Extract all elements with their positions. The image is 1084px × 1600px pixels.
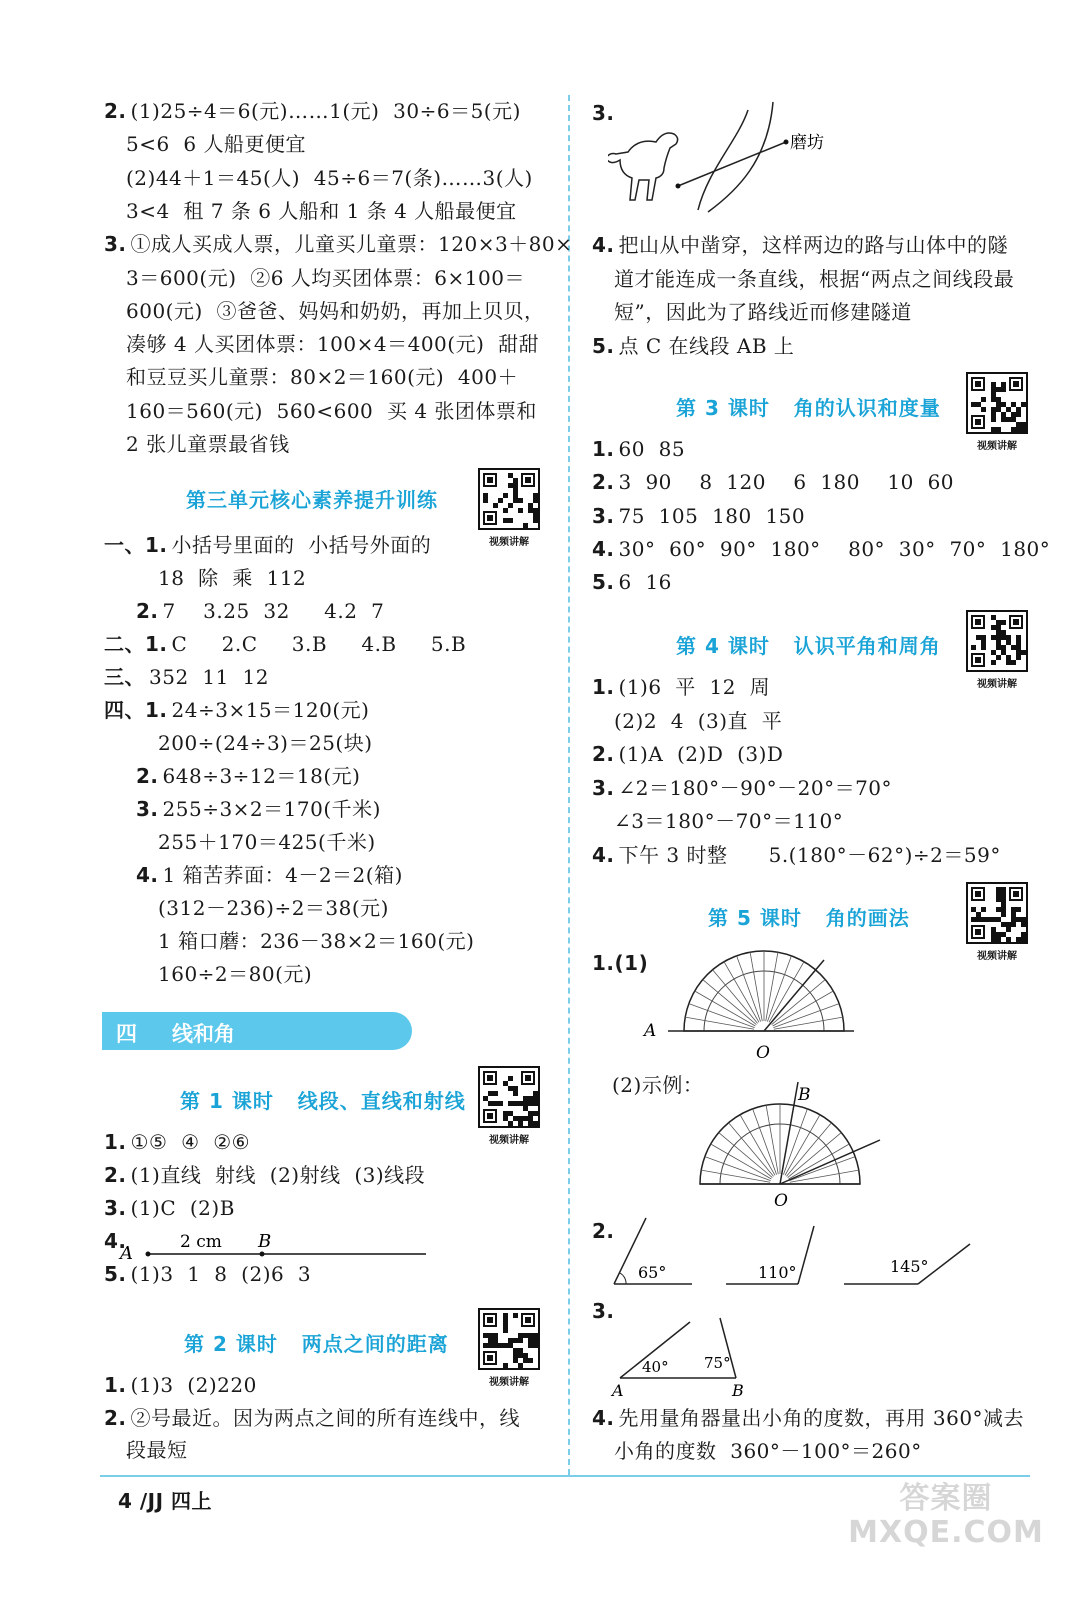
segment-figure: [118, 1230, 438, 1266]
answer-line: [104, 1405, 520, 1431]
answer-text: 先用量角器量出小角的度数，再用 360°减去: [618, 1406, 1025, 1430]
page-footer: 4 /JJ 四上: [118, 1489, 213, 1513]
angle-b-label: 75°: [704, 1354, 731, 1372]
angle3-label: 145°: [890, 1257, 929, 1276]
segment-length: 2 cm: [180, 1232, 222, 1252]
answer-line: [614, 808, 843, 834]
answer-line: [104, 1162, 425, 1188]
point-b: [260, 1252, 265, 1257]
lesson4-title: 第 4 课时 认识平角和周角: [676, 634, 941, 658]
answer-line: [158, 565, 306, 591]
answer-line: [104, 631, 466, 657]
answer-line: [592, 232, 1008, 258]
answer-number: 2.: [592, 742, 615, 766]
answer-text: 小角的度数 360°－100°＝260°: [614, 1439, 922, 1463]
answer-text: 把山从中凿穿，这样两边的路与山体中的隧: [618, 233, 1009, 257]
answer-text: 255÷3×2＝170(千米): [162, 797, 381, 821]
answer-number: 3.: [592, 503, 615, 528]
answer-line: [126, 1437, 188, 1463]
answer-text: 255＋170＝425(千米): [158, 830, 376, 854]
mill-label: 磨坊: [790, 133, 824, 153]
answer-text: 7 3.25 32 4.2 7: [162, 599, 385, 623]
answer-line: [592, 436, 685, 462]
qr-code-icon: [966, 882, 1028, 944]
answer-line: [592, 333, 794, 359]
answer-text: ①⑤ ④ ②⑥: [130, 1130, 251, 1154]
answer-number: 2.: [592, 470, 615, 495]
qr-code-lesson1[interactable]: [478, 1066, 540, 1146]
watermark-text: 答案圈 MXQE.COM: [848, 1481, 1044, 1550]
footer-rule: [100, 1475, 1030, 1477]
answer-line: [136, 796, 381, 822]
answer-line: [614, 266, 1014, 292]
answer-number: 一、1.: [104, 533, 168, 557]
answer-number: 5.: [592, 570, 615, 595]
answer-line: [136, 763, 360, 789]
answer-number: 二、1.: [104, 632, 168, 656]
protractor-tick: [737, 956, 761, 1022]
qr-caption: 视频讲解: [977, 951, 1017, 962]
answer-text: 短”，因此为了路线近而修建隧道: [614, 300, 912, 324]
angle2-ray: [798, 1226, 814, 1284]
answer-line: [614, 299, 912, 325]
unit3-title: 第三单元核心素养提升训练: [186, 488, 438, 512]
answer-number: 4.: [592, 536, 615, 561]
answer-text: 200÷(24÷3)＝25(块): [158, 731, 373, 755]
answer-number: 3.: [136, 797, 159, 821]
answer-number: 三、: [104, 665, 145, 689]
point-a-label: A: [644, 1021, 657, 1041]
angles-figure: [608, 1210, 978, 1290]
answer-line: [104, 1129, 250, 1155]
answer-text: 600(元) ③爸爸、妈妈和奶奶，再加上贝贝，: [126, 298, 545, 323]
answer-text: (1)C (2)B: [130, 1196, 235, 1220]
answer-line: [592, 1405, 1024, 1431]
qr-caption: 视频讲解: [977, 679, 1017, 690]
answer-text: 160÷2＝80(元): [158, 962, 313, 986]
protractor-figure-2: [690, 1074, 900, 1214]
triangle-figure: [608, 1316, 758, 1400]
answer-line: [592, 741, 783, 767]
answer-number: 3.: [104, 1196, 127, 1220]
answer-line: [158, 730, 373, 756]
answer-line: [126, 298, 545, 324]
start-point: [676, 184, 681, 189]
answer-line: [104, 231, 572, 257]
answer-number: 1.: [592, 437, 615, 461]
answer-line: [126, 265, 525, 291]
protractor-rays: [684, 951, 844, 1031]
answer-line: [126, 165, 533, 191]
watermark: [846, 1482, 1046, 1550]
lesson3-title: 第 3 课时 角的认识和度量: [676, 396, 941, 420]
answer-text: 和豆豆买儿童票：80×2＝160(元) 400＋: [126, 365, 519, 390]
answer-number: 3.: [104, 232, 127, 257]
answer-text: 点 C 在线段 AB 上: [618, 333, 795, 358]
qr-code-icon: [966, 372, 1028, 434]
answer-number: 1.: [104, 1373, 127, 1397]
mill-figure: [608, 100, 848, 220]
answer-text: 24÷3×15＝120(元): [171, 698, 370, 722]
answer-text: 6 16: [618, 570, 672, 595]
answer-line: [126, 331, 539, 357]
point-a-label: A: [612, 1381, 624, 1400]
answer-line: [158, 928, 474, 954]
answer-line: [126, 398, 537, 424]
point-a-label: A: [120, 1243, 133, 1264]
answer-text: (1)25÷4＝6(元)……1(元) 30÷6＝5(元): [130, 99, 521, 123]
protractor-tick: [689, 1004, 755, 1028]
answer-line: [592, 775, 892, 801]
qr-code-lesson4[interactable]: [966, 610, 1028, 690]
answer-text: (1)直线 射线 (2)射线 (3)线段: [130, 1163, 426, 1187]
column-divider: [568, 95, 570, 1475]
q3-number: 3.: [592, 101, 615, 125]
answer-number: 2.: [104, 99, 127, 123]
answer-line: [104, 1372, 257, 1398]
answer-line: [592, 503, 805, 529]
q2-number: 2.: [592, 1219, 615, 1243]
answer-number: 2.: [136, 599, 159, 623]
answer-number: 4.: [136, 863, 159, 887]
answer-text: 道才能连成一条直线，根据“两点之间线段最: [614, 266, 1015, 291]
chapter-number: 四: [116, 1022, 137, 1046]
answer-line: [104, 1195, 235, 1221]
answer-text: (1)A (2)D (3)D: [618, 742, 784, 766]
answer-text: 60 85: [618, 437, 686, 461]
q3b-number: 3.: [592, 1299, 615, 1323]
answer-number: 1.: [592, 675, 615, 699]
answer-text: ①成人买成人票，儿童买儿童票：120×3＋80×: [130, 232, 573, 257]
answer-number: 1.: [104, 1130, 127, 1154]
answer-number: 5.: [592, 333, 615, 358]
lesson5-title: 第 5 课时 角的画法: [708, 906, 910, 930]
answer-text: 5<6 6 人船更便宜: [126, 132, 307, 157]
answer-line: [126, 198, 517, 224]
answer-line: [614, 1438, 922, 1464]
answer-line: [136, 862, 403, 888]
answer-text: ②号最近。因为两点之间的所有连线中，线: [130, 1405, 521, 1430]
answer-line: [104, 664, 269, 690]
qr-code-icon: [478, 468, 540, 530]
answer-line: [158, 895, 389, 921]
answer-text: 3 90 8 120 6 180 10 60: [618, 470, 955, 495]
answer-text: (1)3 1 8 (2)6 3: [130, 1262, 312, 1286]
answer-line: [126, 364, 518, 390]
protractor-rays: [700, 1104, 860, 1184]
qr-code-icon: [966, 610, 1028, 672]
protractor-tick: [705, 1157, 771, 1181]
protractor-tick: [789, 1157, 855, 1181]
answer-text: 1 箱苦荞面：4－2＝2(箱): [162, 863, 403, 887]
answer-line: [592, 469, 954, 495]
tunnel-line: [678, 142, 786, 186]
answer-text: ∠2＝180°－90°－20°＝70°: [618, 775, 893, 800]
answer-text: 30° 60° 90° 180° 80° 30° 70° 180°: [618, 536, 1051, 561]
answer-line: [158, 829, 376, 855]
answer-text: 160＝560(元) 560<600 买 4 张团体票和: [126, 398, 537, 423]
mill-point: [784, 140, 789, 145]
lesson1-title: 第 1 课时 线段、直线和射线: [180, 1089, 466, 1113]
answer-text: 3<4 租 7 条 6 人船和 1 条 4 人船最便宜: [126, 198, 517, 223]
answer-text: 3＝600(元) ②6 人均买团体票：6×100＝: [126, 265, 525, 290]
qr-code-unit3[interactable]: [478, 468, 540, 548]
qr-code-icon: [478, 1308, 540, 1370]
answer-line: [614, 708, 782, 734]
protractor-tick: [753, 1109, 777, 1175]
answer-text: C 2.C 3.B 4.B 5.B: [171, 632, 467, 656]
point-o-label: O: [774, 1191, 788, 1211]
qr-code-lesson5[interactable]: [966, 882, 1028, 962]
answer-number: 四、1.: [104, 698, 168, 722]
answer-text: 75 105 180 150: [618, 503, 806, 528]
angle1-arc: [620, 1273, 626, 1284]
qr-code-lesson2[interactable]: [478, 1308, 540, 1388]
qr-caption: 视频讲解: [489, 1135, 529, 1146]
angle1-label: 65°: [638, 1263, 667, 1282]
l5-q1b-label: (2)示例：: [612, 1073, 704, 1097]
answer-line: [592, 536, 1050, 562]
answer-line: [104, 532, 431, 558]
answer-text: 648÷3÷12＝18(元): [162, 764, 361, 788]
qr-caption: 视频讲解: [489, 537, 529, 548]
answer-number: 3.: [592, 775, 615, 800]
qr-caption: 视频讲解: [489, 1377, 529, 1388]
answer-line: [158, 961, 312, 987]
answer-text: (2)2 4 (3)直 平: [614, 708, 783, 733]
qr-caption: 视频讲解: [977, 441, 1017, 452]
angle-ray-2: [780, 1140, 880, 1184]
answer-line: [104, 697, 369, 723]
protractor-figure-1: [640, 946, 860, 1066]
angle-a-label: 40°: [642, 1358, 669, 1376]
point-b-label: B: [732, 1381, 744, 1400]
point-b-label: B: [798, 1085, 811, 1105]
answer-text: 段最短: [126, 1438, 188, 1462]
answer-number: 4.: [592, 233, 615, 257]
answer-text: 1 箱口蘑：236－38×2＝160(元): [158, 929, 475, 953]
answer-number: 2.: [136, 764, 159, 788]
answer-text: (312－236)÷2＝38(元): [158, 896, 389, 920]
answer-line: [592, 842, 1001, 868]
qr-code-lesson3[interactable]: [966, 372, 1028, 452]
answer-text: (1)6 平 12 周: [618, 675, 771, 699]
answer-text: (2)44＋1＝45(人) 45÷6＝7(条)……3(人): [126, 165, 533, 190]
answer-text: 18 除 乘 112: [158, 566, 307, 590]
answer-line: [136, 598, 384, 624]
answer-text: 352 11 12: [149, 665, 270, 689]
answer-line: [104, 98, 521, 124]
answer-line: [592, 569, 672, 595]
answer-number: 5.: [104, 1262, 127, 1286]
answer-line: [126, 131, 306, 157]
answer-number: 2.: [104, 1405, 127, 1430]
l5-q1-label: 1.(1): [592, 951, 649, 975]
answer-text: 下午 3 时整 5.(180°－62°)÷2＝59°: [618, 842, 1001, 867]
qr-code-icon: [478, 1066, 540, 1128]
chapter-title: 线和角: [172, 1022, 235, 1046]
angle2-label: 110°: [758, 1263, 797, 1282]
point-o-label: O: [756, 1043, 770, 1063]
point-b-label: B: [258, 1231, 272, 1252]
answer-text: 小括号里面的 小括号外面的: [171, 533, 432, 557]
chapter-banner: [102, 1012, 412, 1050]
horse-icon: [608, 133, 678, 200]
answer-number: 4.: [592, 842, 615, 867]
answer-text: 2 张儿童票最省钱: [126, 432, 290, 456]
answer-text: (1)3 (2)220: [130, 1373, 257, 1397]
answer-line: [126, 431, 290, 457]
answer-text: ∠3＝180°－70°＝110°: [614, 809, 844, 833]
answer-number: 4.: [592, 1406, 615, 1430]
answer-line: [592, 674, 770, 700]
lesson2-title: 第 2 课时 两点之间的距离: [184, 1332, 449, 1356]
mountain-right-edge: [708, 102, 773, 212]
answer-number: 4.: [104, 1229, 127, 1253]
answer-number: 2.: [104, 1163, 127, 1187]
answer-text: 凑够 4 人买团体票：100×4＝400(元) 甜甜: [126, 332, 540, 357]
